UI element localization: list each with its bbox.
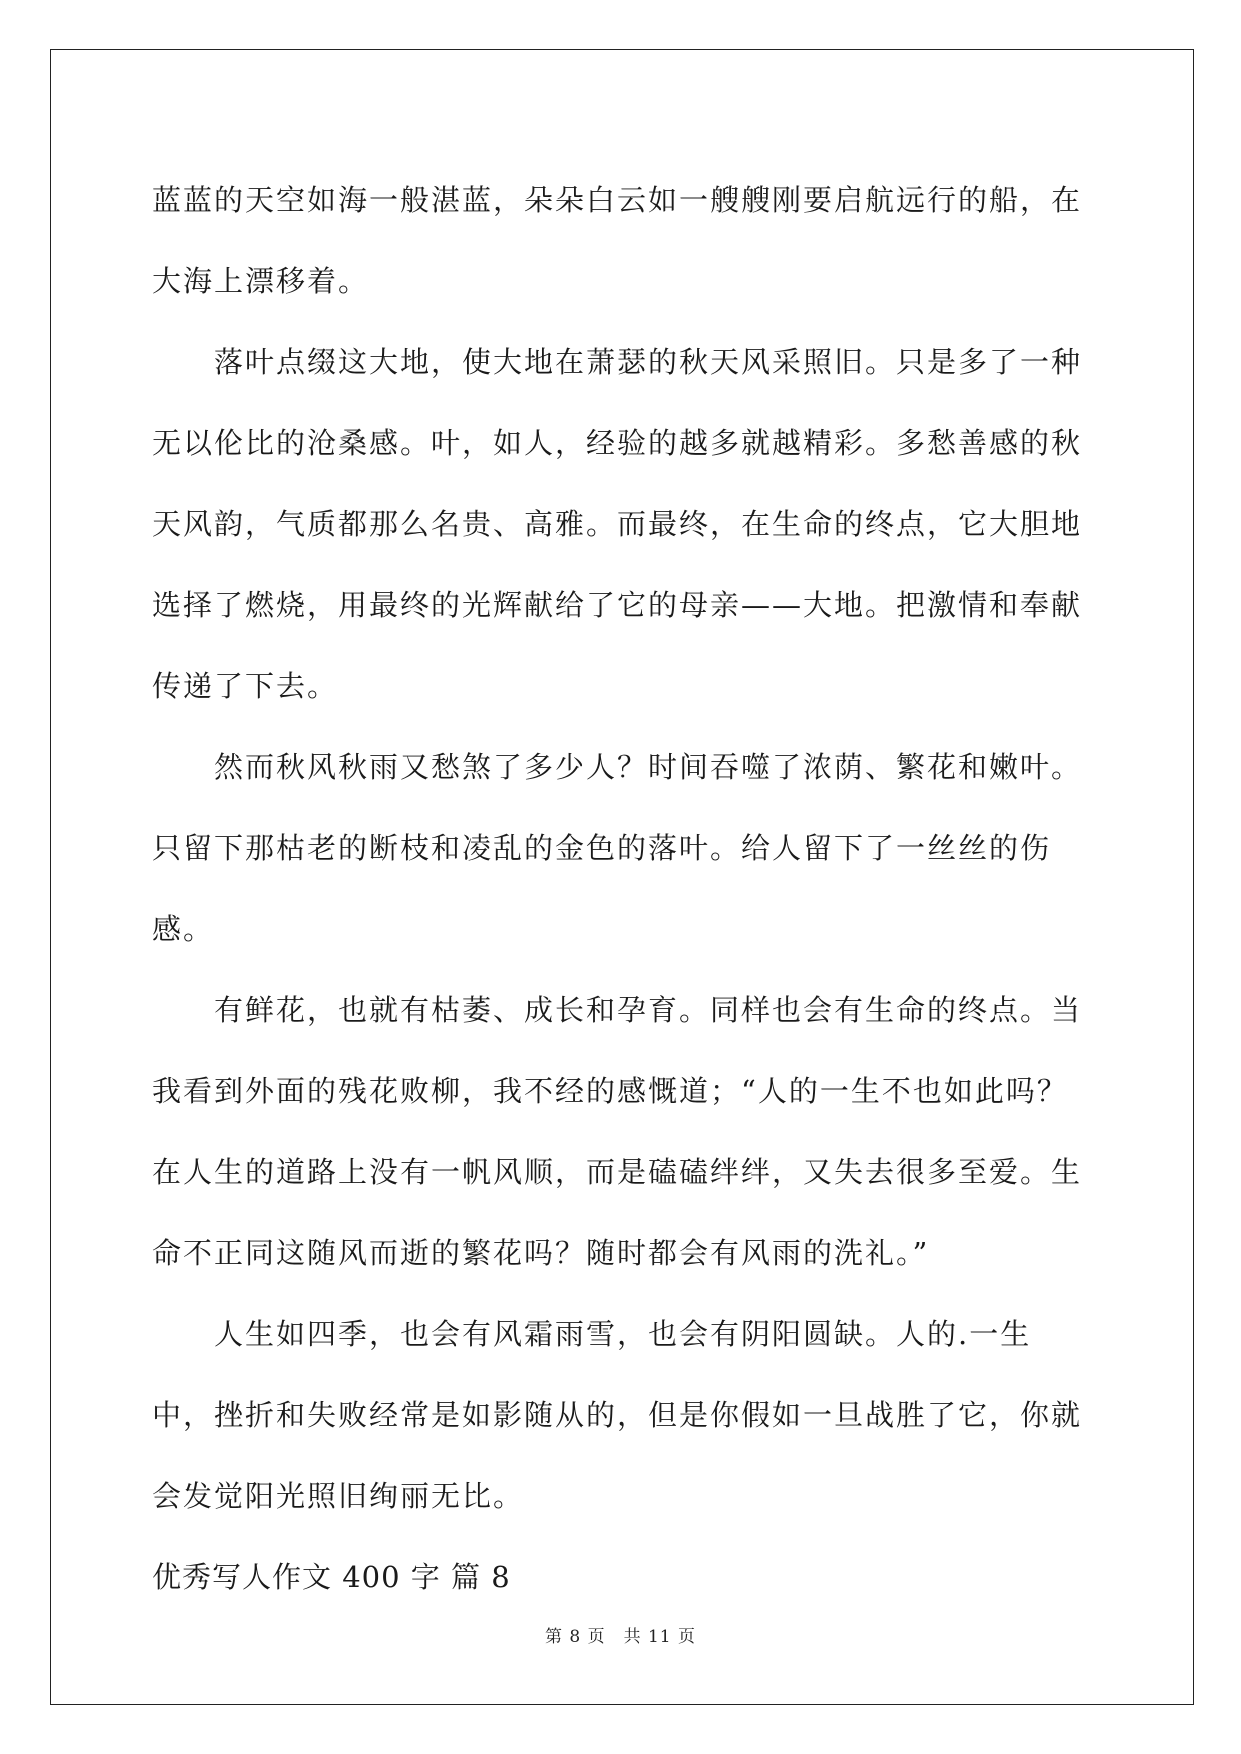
page-footer	[0, 1622, 1241, 1647]
paragraph-3: 然而秋风秋雨又愁煞了多少人？时间吞噬了浓荫、繁花和嫩叶。只留下那枯老的断枝和凌乱的金色的落叶。给人留下了一丝丝的伤感。	[152, 750, 1083, 946]
document-body	[152, 160, 1092, 1618]
section-heading: 优秀写人作文 400 字 篇 8	[152, 1560, 511, 1594]
paragraph-1: 蓝蓝的天空如海一般湛蓝，朵朵白云如一艘艘刚要启航远行的船，在大海上漂移着。	[152, 183, 1083, 298]
paragraph-2: 落叶点缀这大地，使大地在萧瑟的秋天风采照旧。只是多了一种无以伦比的沧桑感。叶，如人，经验的越多就越精彩。多愁善感的秋天风韵，气质都那么名贵、高雅。而最终，在生命的终点，它大胆地选择了燃烧，用最终的光辉献给了它的母亲——大地。把激情和奉献传递了下去。	[152, 345, 1083, 703]
paragraph-4: 有鲜花，也就有枯萎、成长和孕育。同样也会有生命的终点。当我看到外面的残花败柳，我不经的感慨道；“人的一生不也如此吗？在人生的道路上没有一帆风顺，而是磕磕绊绊，又失去很多至爱。生命不正同这随风而逝的繁花吗？随时都会有风雨的洗礼。”	[152, 993, 1083, 1270]
page-number: 第 8 页	[544, 1627, 606, 1647]
paragraph-5: 人生如四季，也会有风霜雨雪，也会有阴阳圆缺。人的.一生中，挫折和失败经常是如影随从的，但是你假如一旦战胜了它，你就会发觉阳光照旧绚丽无比。	[152, 1317, 1083, 1513]
page-total: 共 11 页	[623, 1627, 697, 1647]
